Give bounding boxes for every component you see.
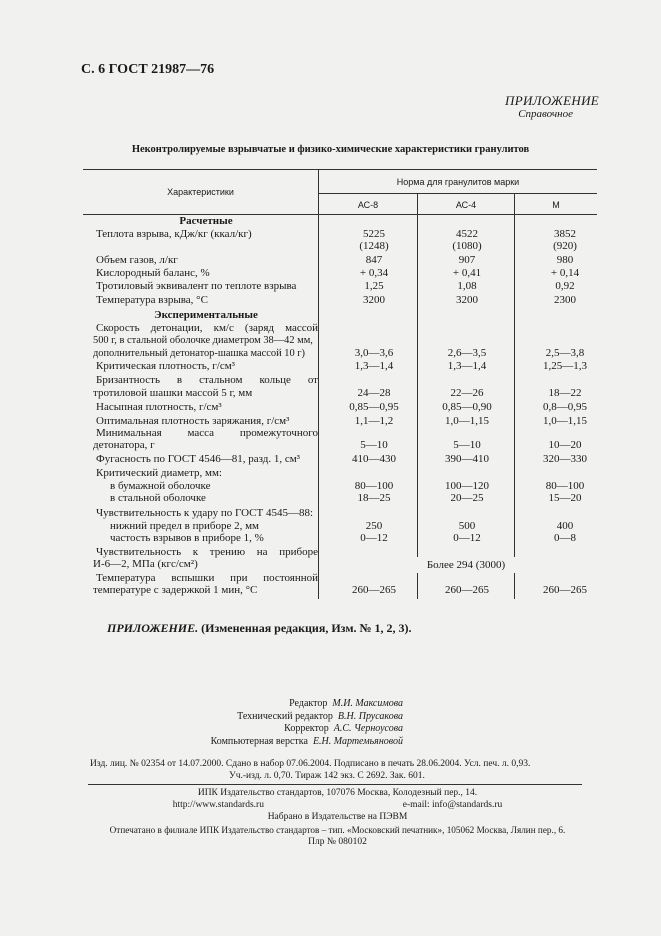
appendix-note — [107, 621, 412, 636]
publisher-line-1: ИПК Издательство стандартов, 107076 Москва, Колодезный пер., 14. — [197, 788, 478, 798]
value-m: 980 — [556, 254, 574, 266]
imprint-line-1: Изд. лиц. № 02354 от 14.07.2000. Сдано в набор 07.06.2004. Подписано в печать 28.06.2004. Усл. печ. л. 0,93. — [90, 759, 531, 769]
value-ac4: 260—265 — [445, 584, 489, 596]
note-lead: ПРИЛОЖЕНИЕ. — [107, 621, 199, 635]
value-ac4: (1080) — [452, 240, 482, 252]
publisher — [60, 787, 615, 848]
value-span-all: Более 294 (3000) — [426, 559, 506, 571]
value-m: 80—100 — [545, 480, 585, 492]
value-ac8: + 0,34 — [359, 267, 389, 279]
value-m: 15—20 — [548, 492, 582, 504]
value-m: 260—265 — [543, 584, 587, 596]
value-ac4: 3200 — [456, 294, 478, 306]
header-norm: Норма для гранулитов марки — [396, 177, 520, 187]
value-m: 3852 — [554, 228, 576, 240]
row-label: детонатора, г — [93, 439, 155, 451]
value-ac8: 3,0—3,6 — [354, 347, 394, 359]
row-label: Теплота взрыва, кДж/кг (ккал/кг) — [96, 228, 252, 240]
row-label: температуре с задержкой 1 мин, °С — [93, 584, 258, 596]
value-ac8: 3200 — [363, 294, 385, 306]
header-mid-rule — [318, 193, 597, 194]
row-label: Оптимальная плотность заряжания, г/см³ — [96, 415, 290, 427]
value-ac4: 5—10 — [453, 439, 481, 451]
credit-editor: Редактор М.И. Максимова — [289, 698, 403, 709]
publisher-email: e-mail: info@standards.ru — [402, 800, 503, 811]
value-ac8: 847 — [365, 254, 383, 266]
value-ac4: 500 — [458, 520, 476, 532]
row-label: Скорость детонации, км/с (заряд массой — [96, 322, 318, 334]
value-ac4: 390—410 — [445, 453, 489, 465]
publisher-site: http://www.standards.ru — [172, 800, 264, 811]
value-m: 400 — [556, 520, 574, 532]
note-text: (Измененная редакция, Изм. № 1, 2, 3). — [201, 621, 412, 635]
value-m: 1,25—1,3 — [543, 360, 587, 372]
appendix-title: ПРИЛОЖЕНИЕ — [505, 93, 599, 108]
page-header: С. 6 ГОСТ 21987—76 — [81, 62, 215, 77]
value-ac8: 80—100 — [354, 480, 394, 492]
value-m: 2,5—3,8 — [545, 347, 585, 359]
row-label: 500 г, в стальной оболочке диаметром 38—42 мм, — [93, 335, 313, 346]
publisher-contacts — [60, 799, 615, 811]
value-ac4: + 0,41 — [452, 267, 482, 279]
value-ac4: 20—25 — [450, 492, 484, 504]
value-ac4: 2,6—3,5 — [447, 347, 487, 359]
row-label: Тротиловый эквивалент по теплоте взрыва — [96, 280, 297, 292]
publisher-line-3: Набрано в Издательстве на ПЭВМ — [267, 812, 408, 823]
section-title: Расчетные — [179, 215, 233, 227]
publisher-line-5: Плр № 080102 — [308, 836, 367, 847]
value-ac4: 0—12 — [453, 532, 481, 544]
row-label: Температура взрыва, °С — [96, 294, 208, 306]
row-label: тротиловой шашки массой 5 г, мм — [93, 387, 253, 399]
row-label: Объем газов, л/кг — [96, 254, 178, 266]
row-label: Критическая плотность, г/см³ — [96, 360, 235, 372]
value-m: 2300 — [554, 294, 576, 306]
value-ac4: 100—120 — [445, 480, 489, 492]
value-m: 0,92 — [555, 280, 575, 292]
value-ac8: 1,3—1,4 — [354, 360, 394, 372]
row-label: в бумажной оболочке — [110, 480, 211, 492]
table-title: Неконтролируемые взрывчатые и физико-химические характеристики гранулитов — [131, 144, 530, 155]
table-top-rule — [83, 169, 597, 170]
value-ac8: 24—28 — [357, 387, 391, 399]
value-m: + 0,14 — [550, 267, 580, 279]
credit-proofreader: Корректор А.С. Черноусова — [284, 723, 403, 735]
value-ac8: 1,25 — [364, 280, 384, 292]
row-label: Чувствительность к удару по ГОСТ 4545—88: — [96, 507, 314, 519]
value-ac4: 907 — [458, 254, 476, 266]
value-ac4: 4522 — [456, 228, 478, 240]
credit-layout: Компьютерная верстка Е.Н. Мартемьяновой — [210, 735, 403, 747]
appendix-subtitle: Справочное — [518, 108, 573, 120]
row-label: в стальной оболочке — [110, 492, 206, 504]
value-ac8: (1248) — [359, 240, 389, 252]
row-label: Насыпная плотность, г/см³ — [96, 401, 222, 413]
row-label: И-6—2, МПа (кгс/см²) — [93, 558, 198, 570]
value-ac8: 260—265 — [352, 584, 396, 596]
value-m: (920) — [553, 240, 577, 252]
row-label: Бризантность в стальном кольце от — [96, 374, 318, 386]
value-ac4: 0,85—0,90 — [442, 401, 492, 413]
row-label: нижний предел в приборе 2, мм — [110, 520, 259, 532]
value-m: 320—330 — [543, 453, 587, 465]
section-title: Экспериментальные — [154, 309, 258, 321]
header-grade-ac8: АС-8 — [357, 200, 379, 210]
value-m: 0,8—0,95 — [543, 401, 587, 413]
value-m: 1,0—1,15 — [543, 415, 587, 427]
value-m: 10—20 — [548, 439, 582, 451]
imprint — [90, 758, 590, 782]
row-label: Критический диаметр, мм: — [96, 467, 222, 479]
credits-block — [211, 698, 403, 748]
credit-tech-editor: Технический редактор В.Н. Прусакова — [237, 710, 403, 722]
value-ac4: 1,3—1,4 — [447, 360, 487, 372]
value-m: 0—8 — [554, 532, 576, 544]
header-grade-ac4: АС-4 — [455, 200, 477, 210]
imprint-line-2: Уч.-изд. л. 0,70. Тираж 142 экз. С 2692. Зак. 601. — [229, 771, 425, 782]
value-ac8: 18—25 — [357, 492, 391, 504]
publisher-line-4: Отпечатано в филиале ИПК Издательство стандартов – тип. «Московский печатник», 105062 Москва, Лялин пер., 6. — [109, 824, 566, 835]
value-ac8: 0,85—0,95 — [349, 401, 399, 413]
value-ac8: 0—12 — [360, 532, 388, 544]
value-ac4: 1,08 — [457, 280, 477, 292]
header-characteristics: Характеристики — [167, 187, 234, 197]
value-ac8: 410—430 — [352, 453, 396, 465]
value-ac4: 22—26 — [450, 387, 484, 399]
row-label: Чувствительность к трению на приборе — [96, 546, 318, 558]
value-ac8: 5—10 — [360, 439, 388, 451]
row-label: частость взрывов в приборе 1, % — [110, 532, 264, 544]
value-ac4: 1,0—1,15 — [445, 415, 489, 427]
value-ac8: 5225 — [363, 228, 385, 240]
value-ac8: 1,1—1,2 — [354, 415, 394, 427]
row-label: Фугасность по ГОСТ 4546—81, разд. 1, см³ — [96, 453, 300, 465]
value-ac8: 250 — [365, 520, 383, 532]
footer-rule — [88, 784, 582, 785]
value-m: 18—22 — [548, 387, 582, 399]
header-grade-m: М — [552, 200, 560, 210]
row-label: Минимальная масса промежуточного — [96, 427, 318, 439]
row-label: Кислородный баланс, % — [96, 267, 210, 279]
row-label: Температура вспышки при постоянной — [96, 572, 318, 584]
row-label: дополнительный детонатор-шашка массой 10 г) — [93, 348, 305, 359]
